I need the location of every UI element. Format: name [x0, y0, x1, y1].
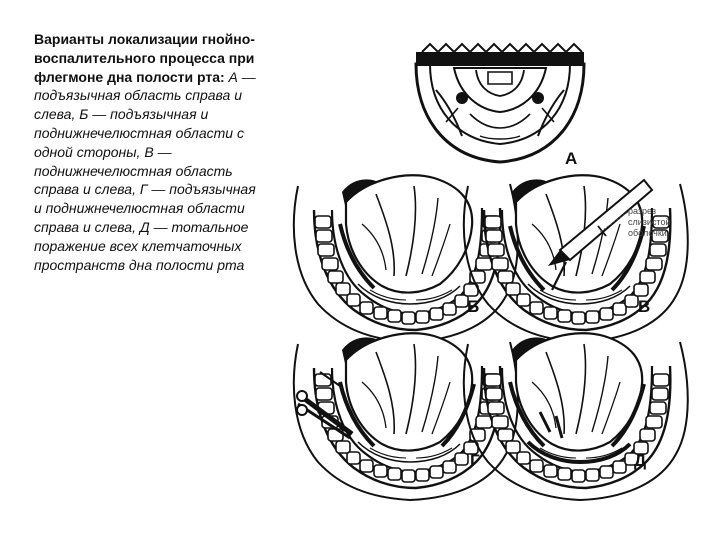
panel-label-g: Г: [470, 451, 480, 470]
annotation-line-1: разрез: [628, 206, 656, 216]
panel-label-v: В: [638, 297, 651, 316]
panel-v-mouth: [464, 175, 688, 342]
panel-label-b: Б: [467, 297, 480, 316]
panel-d-mouth: [464, 333, 688, 500]
panel-b-mouth: [294, 175, 518, 342]
panel-label-a: А: [565, 149, 578, 168]
caption-lead: Варианты локализации гнойно-воспалительного процесса при флегмоне дна полости рта:: [34, 31, 255, 85]
annotation-line-2: слизистой: [628, 217, 671, 227]
annotation-line-3: оболочки: [628, 228, 667, 238]
caption-body: А — подъязычная область справа и слева, Б — подъязычная и поднижнечелюстная области с одной стороны, В — поднижнечелюстная область справа и слева, Г — подъязычная и поднижнечелюстная области справа и слева, Д — тотальное поражение всех клетчаточных пространств дна полости рта: [34, 68, 256, 273]
panel-a-cross-section: [416, 44, 584, 162]
panel-label-d: Д: [634, 451, 647, 470]
